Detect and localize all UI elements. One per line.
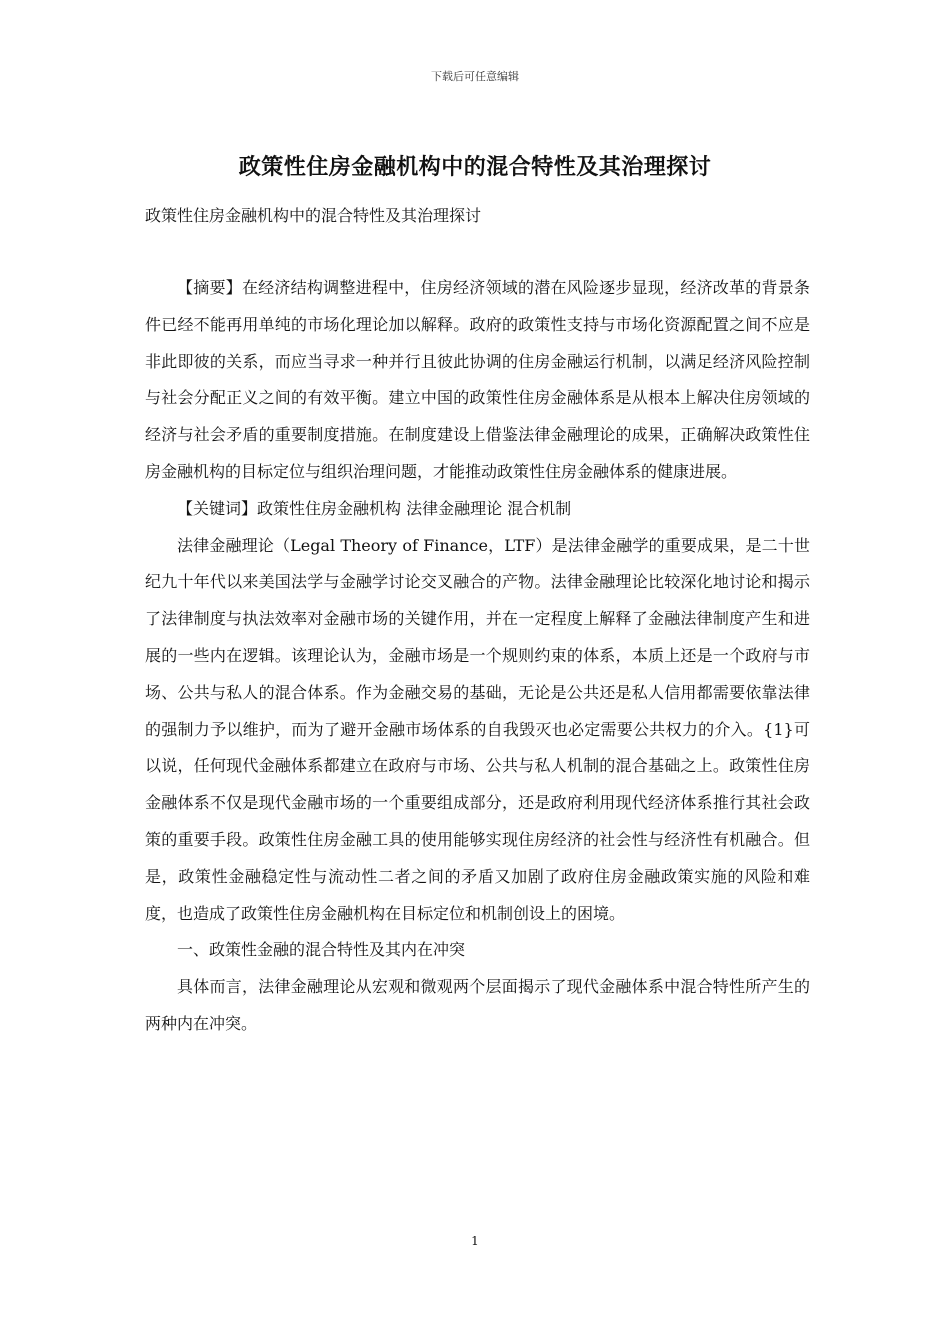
keywords-paragraph: 【关键词】政策性住房金融机构 法律金融理论 混合机制 [177, 498, 572, 518]
body-paragraph: 具体而言，法律金融理论从宏观和微观两个层面揭示了现代金融体系中混合特性所产生的两种内在冲突。 [145, 977, 810, 1033]
body-paragraph: 法律金融理论（Legal Theory of Finance，LTF）是法律金融学的重要成果，是二十世纪九十年代以来美国法学与金融学讨论交叉融合的产物。法律金融理论比较深化地讨论和揭示了法律制度与执法效率对金融市场的关键作用，并在一定程度上解释了金融法律制度产生和进展的一些内在逻辑。该理论认为，金融市场是一个规则约束的体系，本质上还是一个政府与市场、公共与私人的混合体系。作为金融交易的基础，无论是公共还是私人信用都需要依靠法律的强制力予以维护，而为了避开金融市场体系的自我毁灭也必定需要公共权力的介入。{1}可以说，任何现代金融体系都建立在政府与市场、公共与私人机制的混合基础之上。政策性住房金融体系不仅是现代金融市场的一个重要组成部分，还是政府利用现代经济体系推行其社会政策的重要手段。政策性住房金融工具的使用能够实现住房经济的社会性与经济性有机融合。但是，政策性金融稳定性与流动性二者之间的矛盾又加剧了政府住房金融政策实施的风险和难度，也造成了政策性住房金融机构在目标定位和机制创设上的困境。 [145, 535, 810, 923]
document-subtitle: 政策性住房金融机构中的混合特性及其治理探讨 [145, 206, 482, 225]
abstract-paragraph: 【摘要】在经济结构调整进程中，住房经济领域的潜在风险逐步显现，经济改革的背景条件已经不能再用单纯的市场化理论加以解释。政府的政策性支持与市场化资源配置之间不应是非此即彼的关系，而应当寻求一种并行且彼此协调的住房金融运行机制，以满足经济风险控制与社会分配正义之间的有效平衡。建立中国的政策性住房金融体系是从根本上解决住房领域的经济与社会矛盾的重要制度措施。在制度建设上借鉴法律金融理论的成果，正确解决政策性住房金融机构的目标定位与组织治理问题，才能推动政策性住房金融体系的健康进展。 [145, 278, 810, 481]
section-heading: 一、政策性金融的混合特性及其内在冲突 [177, 940, 466, 960]
page-header: 下载后可任意编辑 [431, 70, 519, 83]
document-body [145, 270, 810, 1043]
page-number: 1 [471, 1234, 479, 1248]
document-title: 政策性住房金融机构中的混合特性及其治理探讨 [238, 155, 712, 180]
